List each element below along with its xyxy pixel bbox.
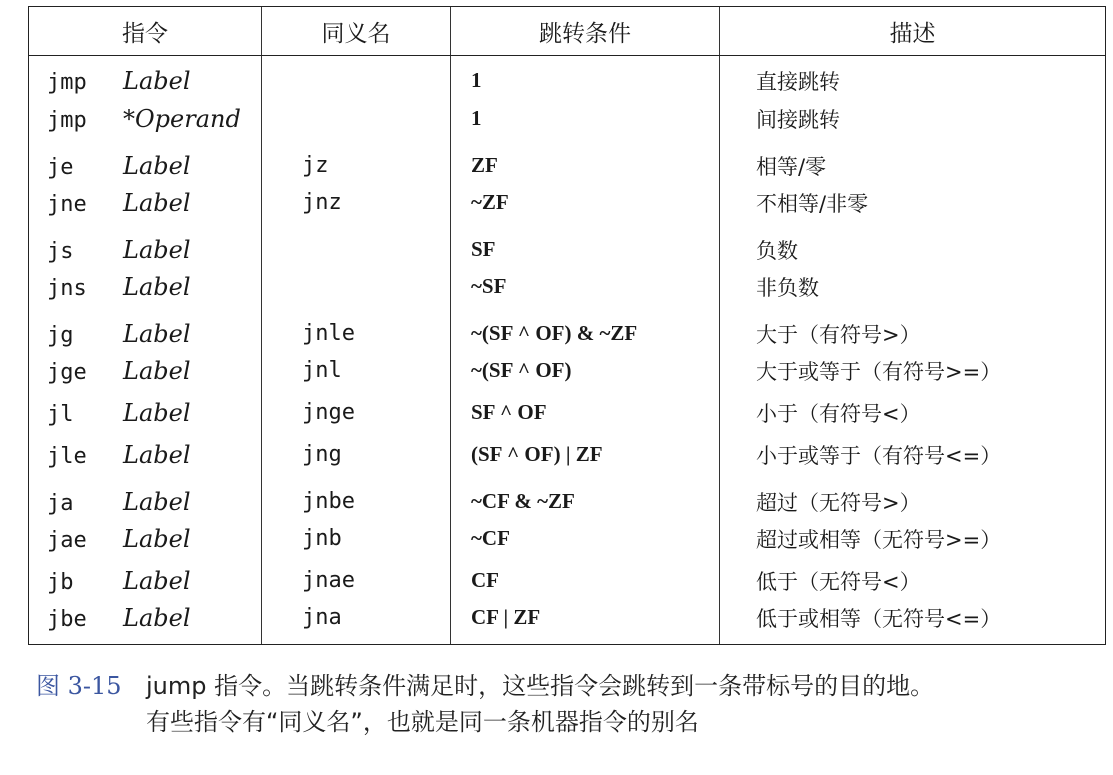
condition-cell: SF ^ OF [451,392,720,434]
instruction-cell [29,560,262,602]
synonym-cell: jnge [262,392,451,434]
table-row [29,434,1105,476]
mnemonic: jmp [47,107,87,133]
mnemonic: jg [47,322,74,348]
table-body [29,56,1105,644]
operand: Label [123,188,191,217]
synonym-cell: jng [262,434,451,476]
synonym-cell [262,224,451,266]
table-row [29,476,1105,518]
instruction-cell [29,98,262,140]
description-cell: 大于或等于（有符号>=） [720,350,1106,392]
mnemonic: jbe [47,606,87,632]
condition-cell: ~(SF ^ OF) & ~ZF [451,308,720,350]
description-cell: 非负数 [720,266,1106,308]
synonym-cell: jnz [262,182,451,224]
operand: Label [123,398,191,427]
condition-cell: ~SF [451,266,720,308]
description-cell: 直接跳转 [720,56,1106,98]
mnemonic: js [47,238,74,264]
condition-cell: 1 [451,56,720,98]
header-description: 描述 [720,7,1106,56]
operand: Label [123,603,191,632]
instruction-cell [29,476,262,518]
table-row [29,560,1105,602]
operand: Label [123,440,191,469]
table-row [29,56,1105,98]
operand: Label [123,356,191,385]
instruction-cell [29,308,262,350]
mnemonic: jae [47,527,87,553]
caption-text-1: jump 指令。当跳转条件满足时，这些指令会跳转到一条带标号的目的地。 [146,672,935,700]
synonym-cell: jz [262,140,451,182]
table-row [29,518,1105,560]
mnemonic: jle [47,443,87,469]
operand: Label [123,487,191,516]
mnemonic: jns [47,275,87,301]
condition-cell: CF [451,560,720,602]
mnemonic: jb [47,569,74,595]
mnemonic: jne [47,191,87,217]
condition-cell: SF [451,224,720,266]
description-cell: 大于（有符号>） [720,308,1106,350]
caption-line-1 [36,668,1106,704]
operand: Label [123,272,191,301]
condition-cell: CF | ZF [451,602,720,644]
instruction-cell [29,434,262,476]
header-condition: 跳转条件 [451,7,720,56]
table-row [29,182,1105,224]
description-cell: 负数 [720,224,1106,266]
condition-cell: ~CF & ~ZF [451,476,720,518]
mnemonic: jl [47,401,74,427]
operand: Label [123,319,191,348]
mnemonic: jmp [47,69,87,95]
instruction-cell [29,602,262,644]
instruction-cell [29,518,262,560]
description-cell: 低于或相等（无符号<=） [720,602,1106,644]
condition-cell: ~(SF ^ OF) [451,350,720,392]
table [29,7,1105,644]
description-cell: 低于（无符号<） [720,560,1106,602]
instruction-cell [29,392,262,434]
header-synonym: 同义名 [262,7,451,56]
operand: Label [123,66,191,95]
table-row [29,602,1105,644]
description-cell: 相等/零 [720,140,1106,182]
instruction-cell [29,182,262,224]
instruction-cell [29,266,262,308]
operand: Label [123,235,191,264]
table-row [29,98,1105,140]
description-cell: 超过或相等（无符号>=） [720,518,1106,560]
operand: Label [123,151,191,180]
operand: *Operand [123,104,241,133]
instruction-cell [29,350,262,392]
condition-cell: ZF [451,140,720,182]
table-row [29,392,1105,434]
instruction-cell [29,224,262,266]
caption-line-2: 有些指令有“同义名”，也就是同一条机器指令的别名 [146,708,699,736]
description-cell: 超过（无符号>） [720,476,1106,518]
condition-cell: ~ZF [451,182,720,224]
operand: Label [123,566,191,595]
description-cell: 小于或等于（有符号<=） [720,434,1106,476]
synonym-cell [262,56,451,98]
synonym-cell: jnl [262,350,451,392]
table-row [29,224,1105,266]
instruction-cell [29,140,262,182]
instruction-cell [29,56,262,98]
table-row [29,140,1105,182]
figure-number: 图 3-15 [36,672,122,700]
header-instruction: 指令 [29,7,262,56]
condition-cell: 1 [451,98,720,140]
condition-cell: ~CF [451,518,720,560]
synonym-cell: jnle [262,308,451,350]
figure-caption [36,668,1106,740]
synonym-cell [262,98,451,140]
table-row [29,266,1105,308]
description-cell: 不相等/非零 [720,182,1106,224]
mnemonic: je [47,154,74,180]
table-row [29,350,1105,392]
operand: Label [123,524,191,553]
description-cell: 小于（有符号<） [720,392,1106,434]
description-cell: 间接跳转 [720,98,1106,140]
synonym-cell: jnae [262,560,451,602]
synonym-cell [262,266,451,308]
header-row [29,7,1105,56]
synonym-cell: jna [262,602,451,644]
synonym-cell: jnbe [262,476,451,518]
table-row [29,308,1105,350]
jump-instruction-table [28,6,1106,645]
condition-cell: (SF ^ OF) | ZF [451,434,720,476]
mnemonic: ja [47,490,74,516]
synonym-cell: jnb [262,518,451,560]
mnemonic: jge [47,359,87,385]
